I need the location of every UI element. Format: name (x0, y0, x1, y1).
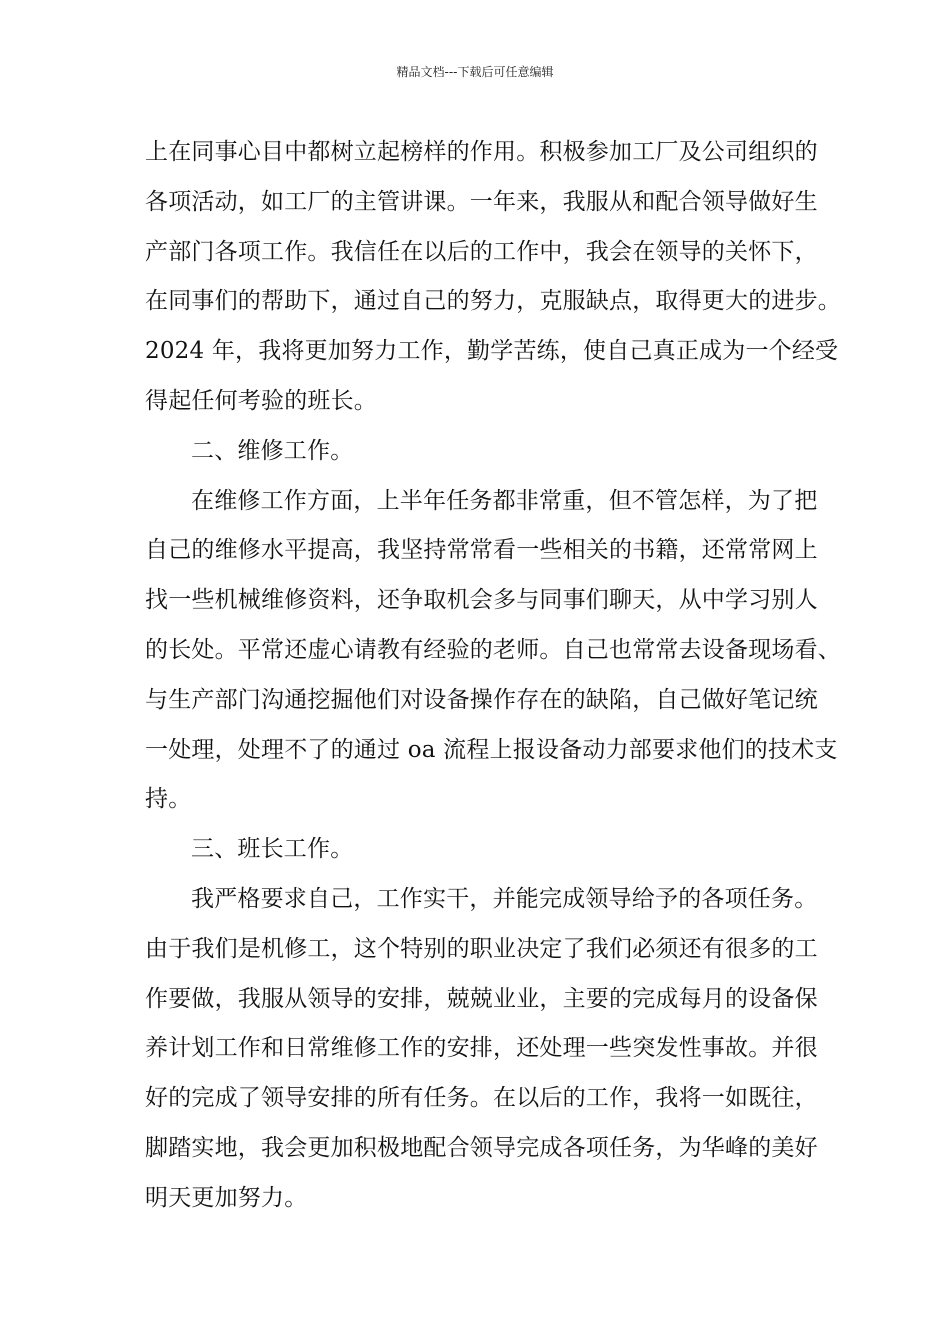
body-line: 与生产部门沟通挖掘他们对设备操作存在的缺陷，自己做好笔记统 (145, 686, 818, 713)
page-header: 精品文档---下载后可任意编辑 (396, 65, 554, 79)
body-line: 养计划工作和日常维修工作的安排，还处理一些突发性事故。并很 (145, 1035, 818, 1062)
body-line: 在同事们的帮助下，通过自己的努力，克服缺点，取得更大的进步。 (145, 288, 841, 315)
body-line: 各项活动，如工厂的主管讲课。一年来，我服从和配合领导做好生 (145, 188, 818, 215)
body-line: 我严格要求自己，工作实干，并能完成领导给予的各项任务。 (191, 885, 818, 912)
body-line: 在维修工作方面，上半年任务都非常重，但不管怎样，为了把 (191, 487, 818, 514)
body-line: 2024 年，我将更加努力工作，勤学苦练，使自己真正成为一个经受 (145, 338, 839, 365)
section-heading: 三、班长工作。 (191, 836, 354, 863)
body-line: 上在同事心目中都树立起榜样的作用。积极参加工厂及公司组织的 (145, 139, 818, 165)
body-line: 作要做，我服从领导的安排，兢兢业业，主要的完成每月的设备保 (145, 985, 818, 1012)
document-body (145, 128, 841, 1224)
body-line: 自己的维修水平提高，我坚持常常看一些相关的书籍，还常常网上 (145, 537, 818, 564)
section-heading: 二、维修工作。 (191, 437, 354, 464)
body-line: 持。 (145, 786, 192, 813)
body-line: 脚踏实地，我会更加积极地配合领导完成各项任务，为华峰的美好 (145, 1134, 818, 1161)
body-line: 得起任何考验的班长。 (145, 387, 377, 414)
body-line: 由于我们是机修工，这个特别的职业决定了我们必须还有很多的工 (145, 935, 818, 962)
body-line: 好的完成了领导安排的所有任务。在以后的工作，我将一如既往， (145, 1085, 818, 1112)
body-line: 一处理，处理不了的通过 oa 流程上报设备动力部要求他们的技术支 (145, 736, 838, 763)
body-line: 明天更加努力。 (145, 1184, 308, 1211)
body-line: 的长处。平常还虚心请教有经验的老师。自己也常常去设备现场看、 (145, 636, 841, 663)
body-line: 找一些机械维修资料，还争取机会多与同事们聊天，从中学习别人 (145, 587, 818, 614)
body-line: 产部门各项工作。我信任在以后的工作中，我会在领导的关怀下， (145, 238, 818, 265)
